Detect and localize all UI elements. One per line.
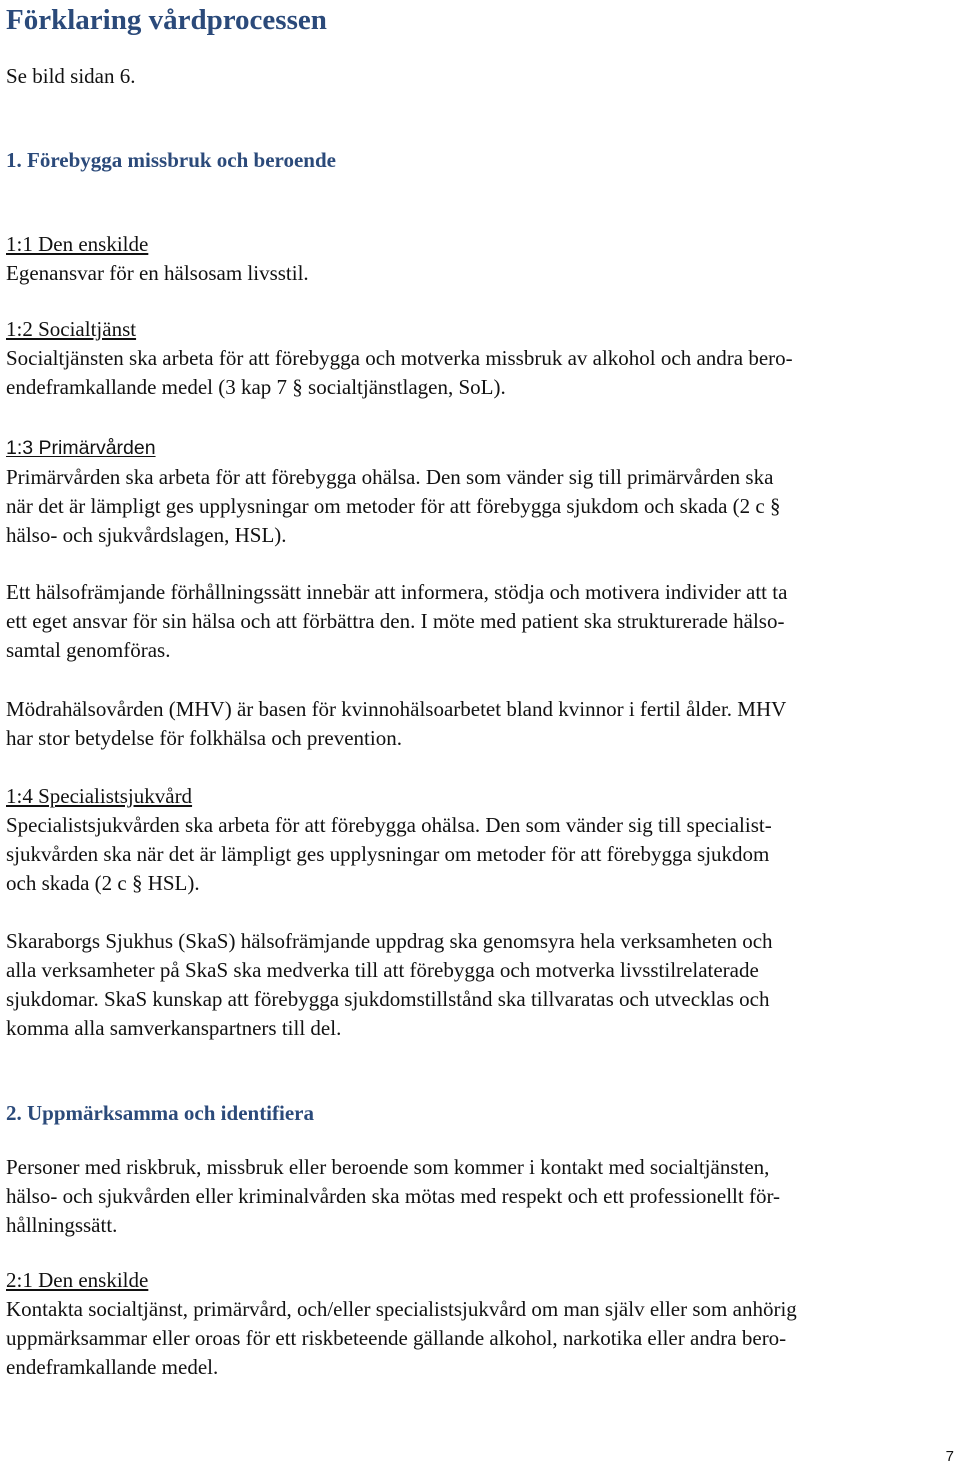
- subsection-2-1-line-2: uppmärksammar eller oroas för ett riskbeteende gällande alkohol, narkotika eller andra bero-: [6, 1326, 787, 1350]
- section-2-intro-line-3: hållningssätt.: [6, 1213, 118, 1237]
- subsection-1-4-line-2: sjukvården ska när det är lämpligt ges upplysningar om metoder för att förebygga sjukdom: [6, 842, 770, 866]
- subsection-1-2-line-1: Socialtjänsten ska arbeta för att förebygga och motverka missbruk av alkohol och andra bero-: [6, 346, 793, 370]
- subsection-1-4-title: 1:4 Specialistsjukvård: [6, 784, 193, 808]
- subsection-1-4-line-1: Specialistsjukvården ska arbeta för att förebygga ohälsa. Den som vänder sig till specialist-: [6, 813, 772, 837]
- subsection-1-3-line-1: Primärvården ska arbeta för att förebygga ohälsa. Den som vänder sig till primärvården ska: [6, 465, 774, 489]
- document-title: Förklaring vårdprocessen: [6, 4, 327, 36]
- section-2-number: 2.: [6, 1101, 22, 1125]
- subsection-1-2-title: 1:2 Socialtjänst: [6, 317, 137, 341]
- page-number: 7: [945, 1448, 954, 1465]
- subsection-2-1-line-1: Kontakta socialtjänst, primärvård, och/eller specialistsjukvård om man själv eller som anhörig: [6, 1297, 797, 1321]
- subsection-1-1-title: 1:1 Den enskilde: [6, 232, 149, 256]
- section-2-intro-line-1: Personer med riskbruk, missbruk eller beroende som kommer i kontakt med socialtjänsten,: [6, 1155, 770, 1179]
- subsection-2-1-line-3: endeframkallande medel.: [6, 1355, 219, 1379]
- subsection-1-4-para2-line-1: Skaraborgs Sjukhus (SkaS) hälsofrämjande uppdrag ska genomsyra hela verksamheten och: [6, 929, 773, 953]
- subsection-1-4-para2-line-2: alla verksamheter på SkaS ska medverka till att förebygga och motverka livsstilrelaterade: [6, 958, 759, 982]
- subsection-1-4-para2-line-4: komma alla samverkanspartners till del.: [6, 1016, 342, 1040]
- subsection-1-3-title: 1:3 Primärvården: [6, 437, 156, 459]
- subsection-1-3-para3-line-1: Mödrahälsovården (MHV) är basen för kvinnohälsoarbetet bland kvinnor i fertil ålder. MHV: [6, 697, 787, 721]
- subsection-1-3-para3-line-2: har stor betydelse för folkhälsa och prevention.: [6, 726, 402, 750]
- subsection-1-2-line-2: endeframkallande medel (3 kap 7 § socialtjänstlagen, SoL).: [6, 375, 506, 399]
- subsection-1-3-line-2: när det är lämpligt ges upplysningar om metoder för att förebygga sjukdom och skada (2 c §: [6, 494, 781, 518]
- section-1-heading: 1. Förebygga missbruk och beroende: [6, 148, 336, 172]
- subsection-2-1-title: 2:1 Den enskilde: [6, 1268, 149, 1292]
- section-2-heading: [6, 1099, 314, 1128]
- section-2-title: Uppmärksamma och identifiera: [27, 1101, 314, 1125]
- section-2-intro-line-2: hälso- och sjukvården eller kriminalvården ska mötas med respekt och ett professionellt för-: [6, 1184, 781, 1208]
- intro-text: Se bild sidan 6.: [6, 64, 136, 88]
- subsection-1-3-line-3: hälso- och sjukvårdslagen, HSL).: [6, 523, 287, 547]
- subsection-1-4-line-3: och skada (2 c § HSL).: [6, 871, 200, 895]
- subsection-1-3-para2-line-2: ett eget ansvar för sin hälsa och att förbättra den. I möte med patient ska strukturerade hälso-: [6, 609, 785, 633]
- subsection-1-1-text: Egenansvar för en hälsosam livsstil.: [6, 261, 309, 285]
- subsection-1-3-para2-line-3: samtal genomföras.: [6, 638, 171, 662]
- subsection-1-3-para2-line-1: Ett hälsofrämjande förhållningssätt innebär att informera, stödja och motivera individer att ta: [6, 580, 788, 604]
- subsection-1-4-para2-line-3: sjukdomar. SkaS kunskap att förebygga sjukdomstillstånd ska tillvaratas och utvecklas och: [6, 987, 770, 1011]
